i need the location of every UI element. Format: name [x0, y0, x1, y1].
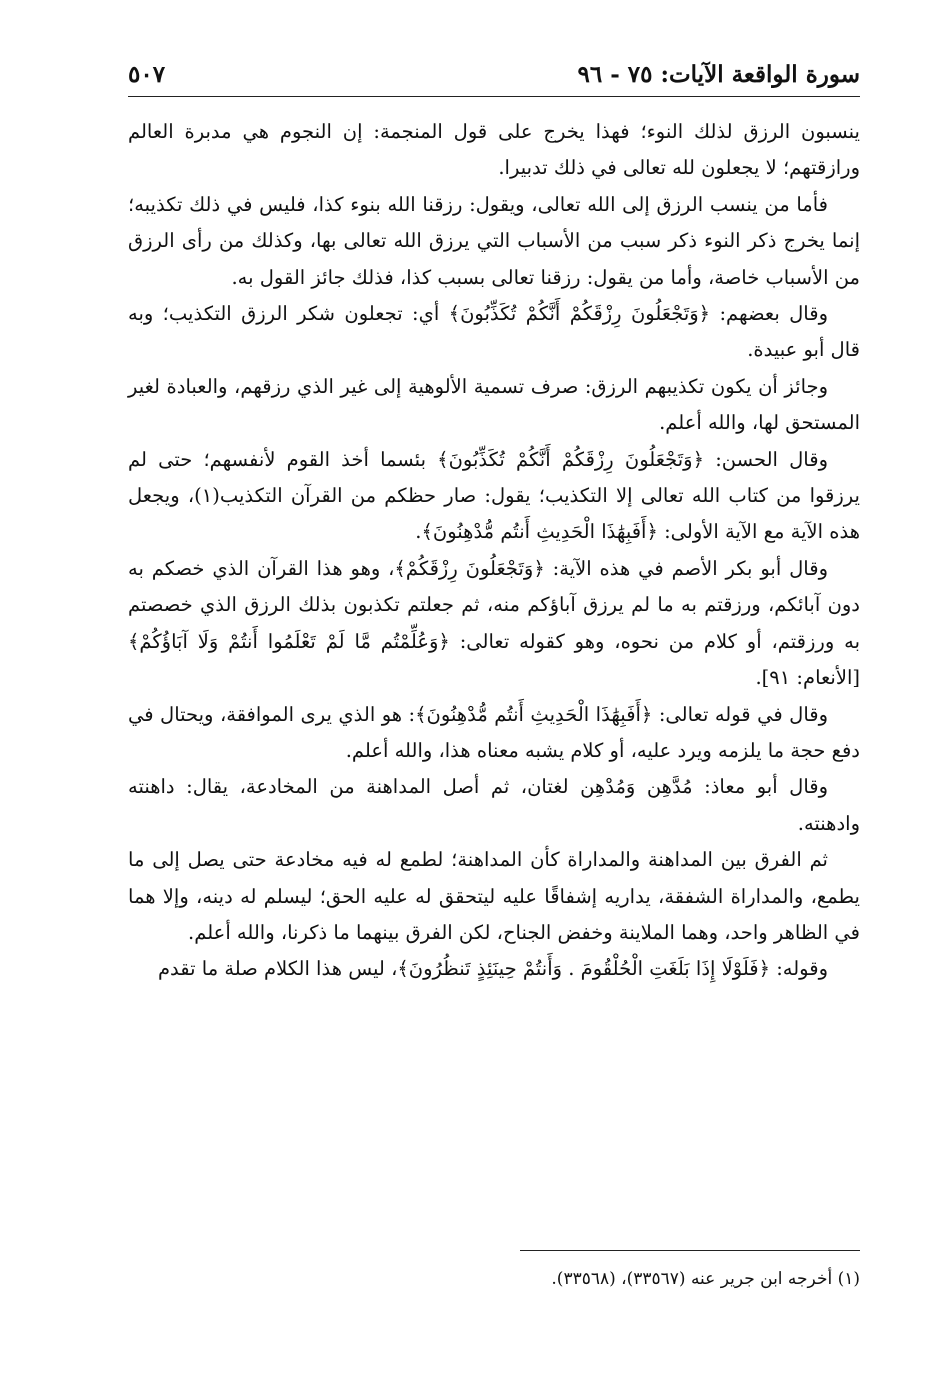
- paragraph: فأما من ينسب الرزق إلى الله تعالى، ويقول: رزقنا الله بنوء كذا، فليس في ذلك تكذيبه؛ إنما يخرج ذكر النوء ذكر سبب من الأسباب التي يرزق الله تعالى بها، وكذلك من رأى الرزق من الأسباب خاصة، وأما من يقول: رزقنا تعالى بسبب كذا، فذلك جائز القول به.: [128, 192, 860, 289]
- paragraph: ثم الفرق بين المداهنة والمداراة كأن المداهنة؛ لطمع له فيه مخادعة حتى يصل إلى ما يطمع، والمداراة الشفقة، يداريه إشفاقًا عليه ليتحقق له عليه الحق؛ ليسلم له دينه، وإلا هما في الظاهر واحد، وهما الملاينة وخفض الجناح، لكن الفرق بينهما ما ذكرنا، والله أعلم.: [128, 848, 860, 944]
- footnote-rule: [520, 1250, 860, 1251]
- main-text: [128, 114, 860, 988]
- paragraph: وقال أبو بكر الأصم في هذه الآية: ﴿وَتَجْعَلُونَ رِزْقَكُمْ﴾، وهو هذا القرآن الذي خصكم به دون آبائكم، ورزقتم به ما لم يرزق آباؤكم منه، ثم جعلتم تكذبون بذلك الرزق الذي خصصتم به ورزقتم، أو كلام من نحوه، وهو كقوله تعالى: ﴿وَعُلِّمْتُم مَّا لَمْ تَعْلَمُوا أَنتُمْ وَلَا آبَاؤُكُمْ﴾ [الأنعام: ٩١].: [128, 556, 860, 690]
- paragraph: وقوله: ﴿فَلَوْلَا إِذَا بَلَغَتِ الْحُلْقُومَ . وَأَنتُمْ حِينَئِذٍ تَنظُرُونَ﴾، ليس هذا الكلام صلة ما تقدم: [157, 957, 828, 981]
- paragraph: وجائز أن يكون تكذيبهم الرزق: صرف تسمية الألوهية إلى غير الذي رزقهم، والعبادة لغير المستحق لها، والله أعلم.: [128, 374, 860, 435]
- page-number: ٥٠٧: [128, 61, 166, 88]
- paragraph: وقال بعضهم: ﴿وَتَجْعَلُونَ رِزْقَكُمْ أَنَّكُمْ تُكَذِّبُونَ﴾ أي: تجعلون شكر الرزق التكذيب؛ وبه قال أبو عبيدة.: [128, 302, 860, 362]
- header-rule: [128, 96, 860, 97]
- page-title: سورة الواقعة الآيات: ٧٥ - ٩٦: [577, 61, 860, 88]
- footnote: (١) أخرجه ابن جرير عنه (٣٣٥٦٧)، (٣٣٥٦٨).: [551, 1269, 860, 1289]
- page-header: [128, 56, 860, 94]
- paragraph: وقال أبو معاذ: مُدَّهِن وَمُدْهِن لغتان، ثم أصل المداهنة من المخادعة، يقال: داهنته وادهنته.: [128, 775, 860, 835]
- paragraph: وقال الحسن: ﴿وَتَجْعَلُونَ رِزْقَكُمْ أَنَّكُمْ تُكَذِّبُونَ﴾ بئسما أخذ القوم لأنفسهم؛ حتى لم يرزقوا من كتاب الله تعالى إلا التكذيب؛ يقول: صار حظكم من القرآن التكذيب(١)، ويجعل هذه الآية مع الآية الأولى: ﴿أَفَبِهَٰذَا الْحَدِيثِ أَنتُم مُّدْهِنُونَ﴾.: [128, 447, 860, 544]
- paragraph: ينسبون الرزق لذلك النوء؛ فهذا يخرج على قول المنجمة: إن النجوم هي مدبرة العالم ورازقتهم؛ لا يجعلون لله تعالى في ذلك تدبيرا.: [128, 120, 860, 180]
- paragraph: وقال في قوله تعالى: ﴿أَفَبِهَٰذَا الْحَدِيثِ أَنتُم مُّدْهِنُونَ﴾: هو الذي يرى الموافقة، ويحتال في دفع حجة ما يلزمه ويرد عليه، أو كلام يشبه معناه هذا، والله أعلم.: [128, 702, 860, 762]
